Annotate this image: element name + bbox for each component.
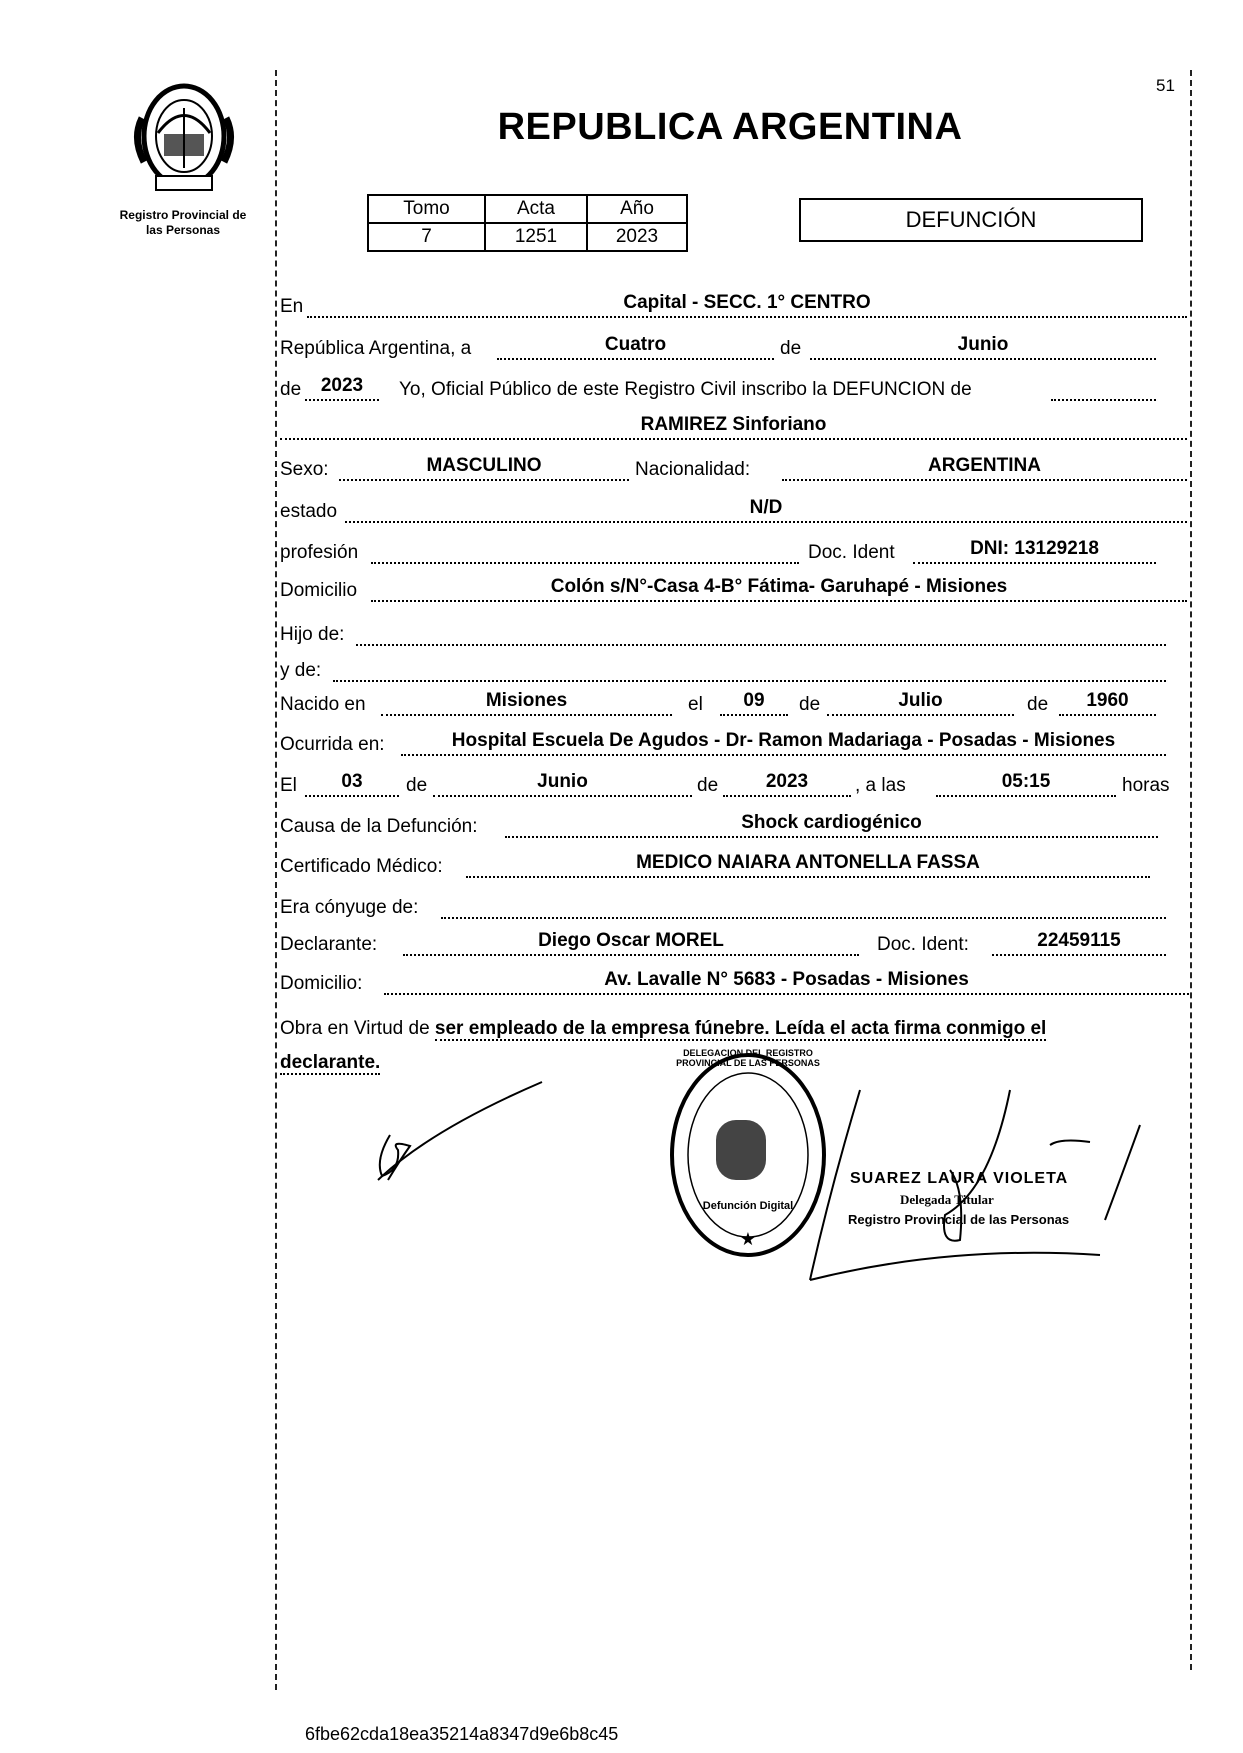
row-date [0, 334, 1243, 364]
row-spouse [0, 893, 1243, 923]
row-hijo [0, 620, 1243, 650]
row-death-date [0, 771, 1243, 801]
row-estado [0, 497, 1243, 527]
page-number: 51 [1156, 76, 1175, 95]
label: Certificado Médico: [280, 856, 443, 877]
row-certificate [0, 852, 1243, 882]
value-ano: 2023 [587, 223, 687, 251]
birthplace-field: Misiones [381, 690, 672, 716]
record-type-box: DEFUNCIÓN [799, 198, 1143, 242]
month-field: Junio [810, 334, 1156, 360]
statement-text: Yo, Oficial Público de este Registro Civil inscribo la DEFUNCION de [399, 379, 972, 400]
address-field: Colón s/N°-Casa 4-B° Fátima- Garuhapé - Misiones [371, 576, 1187, 602]
death-day-field: 03 [305, 771, 399, 797]
registry-name [98, 208, 268, 238]
value-tomo: 7 [368, 223, 485, 251]
label: profesión [280, 542, 359, 563]
row-profession [0, 538, 1243, 568]
label: de [799, 694, 821, 715]
label: Domicilio [280, 580, 358, 601]
birth-year-field: 1960 [1059, 690, 1156, 716]
record-table [367, 194, 688, 252]
label: de [406, 775, 428, 796]
label: República Argentina, a [280, 338, 472, 359]
birth-month-field: Julio [827, 690, 1014, 716]
label: Declarante: [280, 934, 378, 955]
label: Sexo: [280, 459, 329, 480]
row-birth [0, 690, 1243, 720]
header-acta: Acta [485, 195, 587, 223]
id-field: DNI: 13129218 [913, 538, 1156, 564]
header-tomo: Tomo [368, 195, 485, 223]
reason-field-cont: declarante. [280, 1052, 381, 1073]
label: y de: [280, 660, 322, 681]
label: Nacionalidad: [635, 459, 751, 480]
label: estado [280, 501, 338, 522]
label: Ocurrida en: [280, 734, 385, 755]
row-declarant-address [0, 969, 1243, 999]
registry-line-2: las Personas [145, 223, 221, 237]
label: de [280, 379, 302, 400]
nationality-field: ARGENTINA [782, 455, 1187, 481]
stamp-inner-text: Defunción Digital [702, 1200, 794, 1212]
place-field: Capital - SECC. 1° CENTRO [307, 292, 1187, 318]
page-title: REPUBLICA ARGENTINA [497, 106, 963, 148]
sex-field: MASCULINO [339, 455, 629, 481]
row-year [0, 375, 1243, 405]
profession-field [371, 538, 799, 564]
label: Doc. Ident: [877, 934, 969, 955]
spouse-field [441, 893, 1166, 919]
declarant-signature [370, 1080, 550, 1190]
signatory-name: SUAREZ LAURA VIOLETA [850, 1170, 1069, 1187]
signatory-org: Registro Provincial de las Personas [848, 1212, 1070, 1227]
marital-status-field: N/D [345, 497, 1187, 523]
label: Doc. Ident [808, 542, 895, 563]
mother-field [333, 656, 1166, 682]
day-field: Cuatro [497, 334, 774, 360]
row-cause [0, 812, 1243, 842]
label: Nacido en [280, 694, 366, 715]
declarant-field: Diego Oscar MOREL [403, 930, 859, 956]
label: de [1027, 694, 1049, 715]
province-seal-logo [128, 78, 240, 196]
label: El [280, 775, 297, 796]
row-declarant [0, 930, 1243, 960]
value-acta: 1251 [485, 223, 587, 251]
svg-text:★: ★ [739, 1229, 757, 1249]
row-address [0, 576, 1243, 606]
stamp-ring-text: DELEGACION DEL REGISTRO PROVINCIAL DE LAS PERSONAS [676, 1048, 820, 1068]
label: Hijo de: [280, 624, 345, 645]
reason-field: ser empleado de la empresa fúnebre. Leída el acta firma conmigo el [434, 1018, 1047, 1039]
death-time-field: 05:15 [936, 771, 1116, 797]
row-sex [0, 455, 1243, 485]
document-hash: 6fbe62cda18ea35214a8347d9e6b8c45 [305, 1724, 619, 1744]
signatory-role: Delegada Titular [900, 1192, 994, 1207]
father-field [356, 620, 1166, 646]
label: Causa de la Defunción: [280, 816, 478, 837]
birth-day-field: 09 [720, 690, 788, 716]
label: , a las [855, 775, 906, 796]
label: el [688, 694, 703, 715]
label: Domicilio: [280, 973, 363, 994]
row-name [0, 414, 1243, 444]
cause-field: Shock cardiogénico [505, 812, 1158, 838]
label: de [780, 338, 802, 359]
row-ocurrida [0, 730, 1243, 760]
label: Obra en Virtud de [280, 1018, 430, 1039]
label: Era cónyuge de: [280, 897, 419, 918]
declarant-id-field: 22459115 [992, 930, 1166, 956]
year-field: 2023 [305, 375, 379, 401]
row-yde [0, 656, 1243, 686]
deceased-name-field: RAMIREZ Sinforiano [280, 414, 1187, 440]
blank-field [1051, 375, 1156, 401]
label: de [697, 775, 719, 796]
label: horas [1122, 775, 1170, 796]
header-ano: Año [587, 195, 687, 223]
death-year-field: 2023 [723, 771, 851, 797]
registry-line-1: Registro Provincial de [119, 208, 247, 222]
certificate-field: MEDICO NAIARA ANTONELLA FASSA [466, 852, 1150, 878]
label: En [280, 296, 304, 317]
declarant-address-field: Av. Lavalle N° 5683 - Posadas - Misiones [384, 969, 1189, 995]
death-place-field: Hospital Escuela De Agudos - Dr- Ramon Madariaga - Posadas - Misiones [401, 730, 1166, 756]
death-month-field: Junio [433, 771, 692, 797]
row-en [0, 292, 1243, 322]
